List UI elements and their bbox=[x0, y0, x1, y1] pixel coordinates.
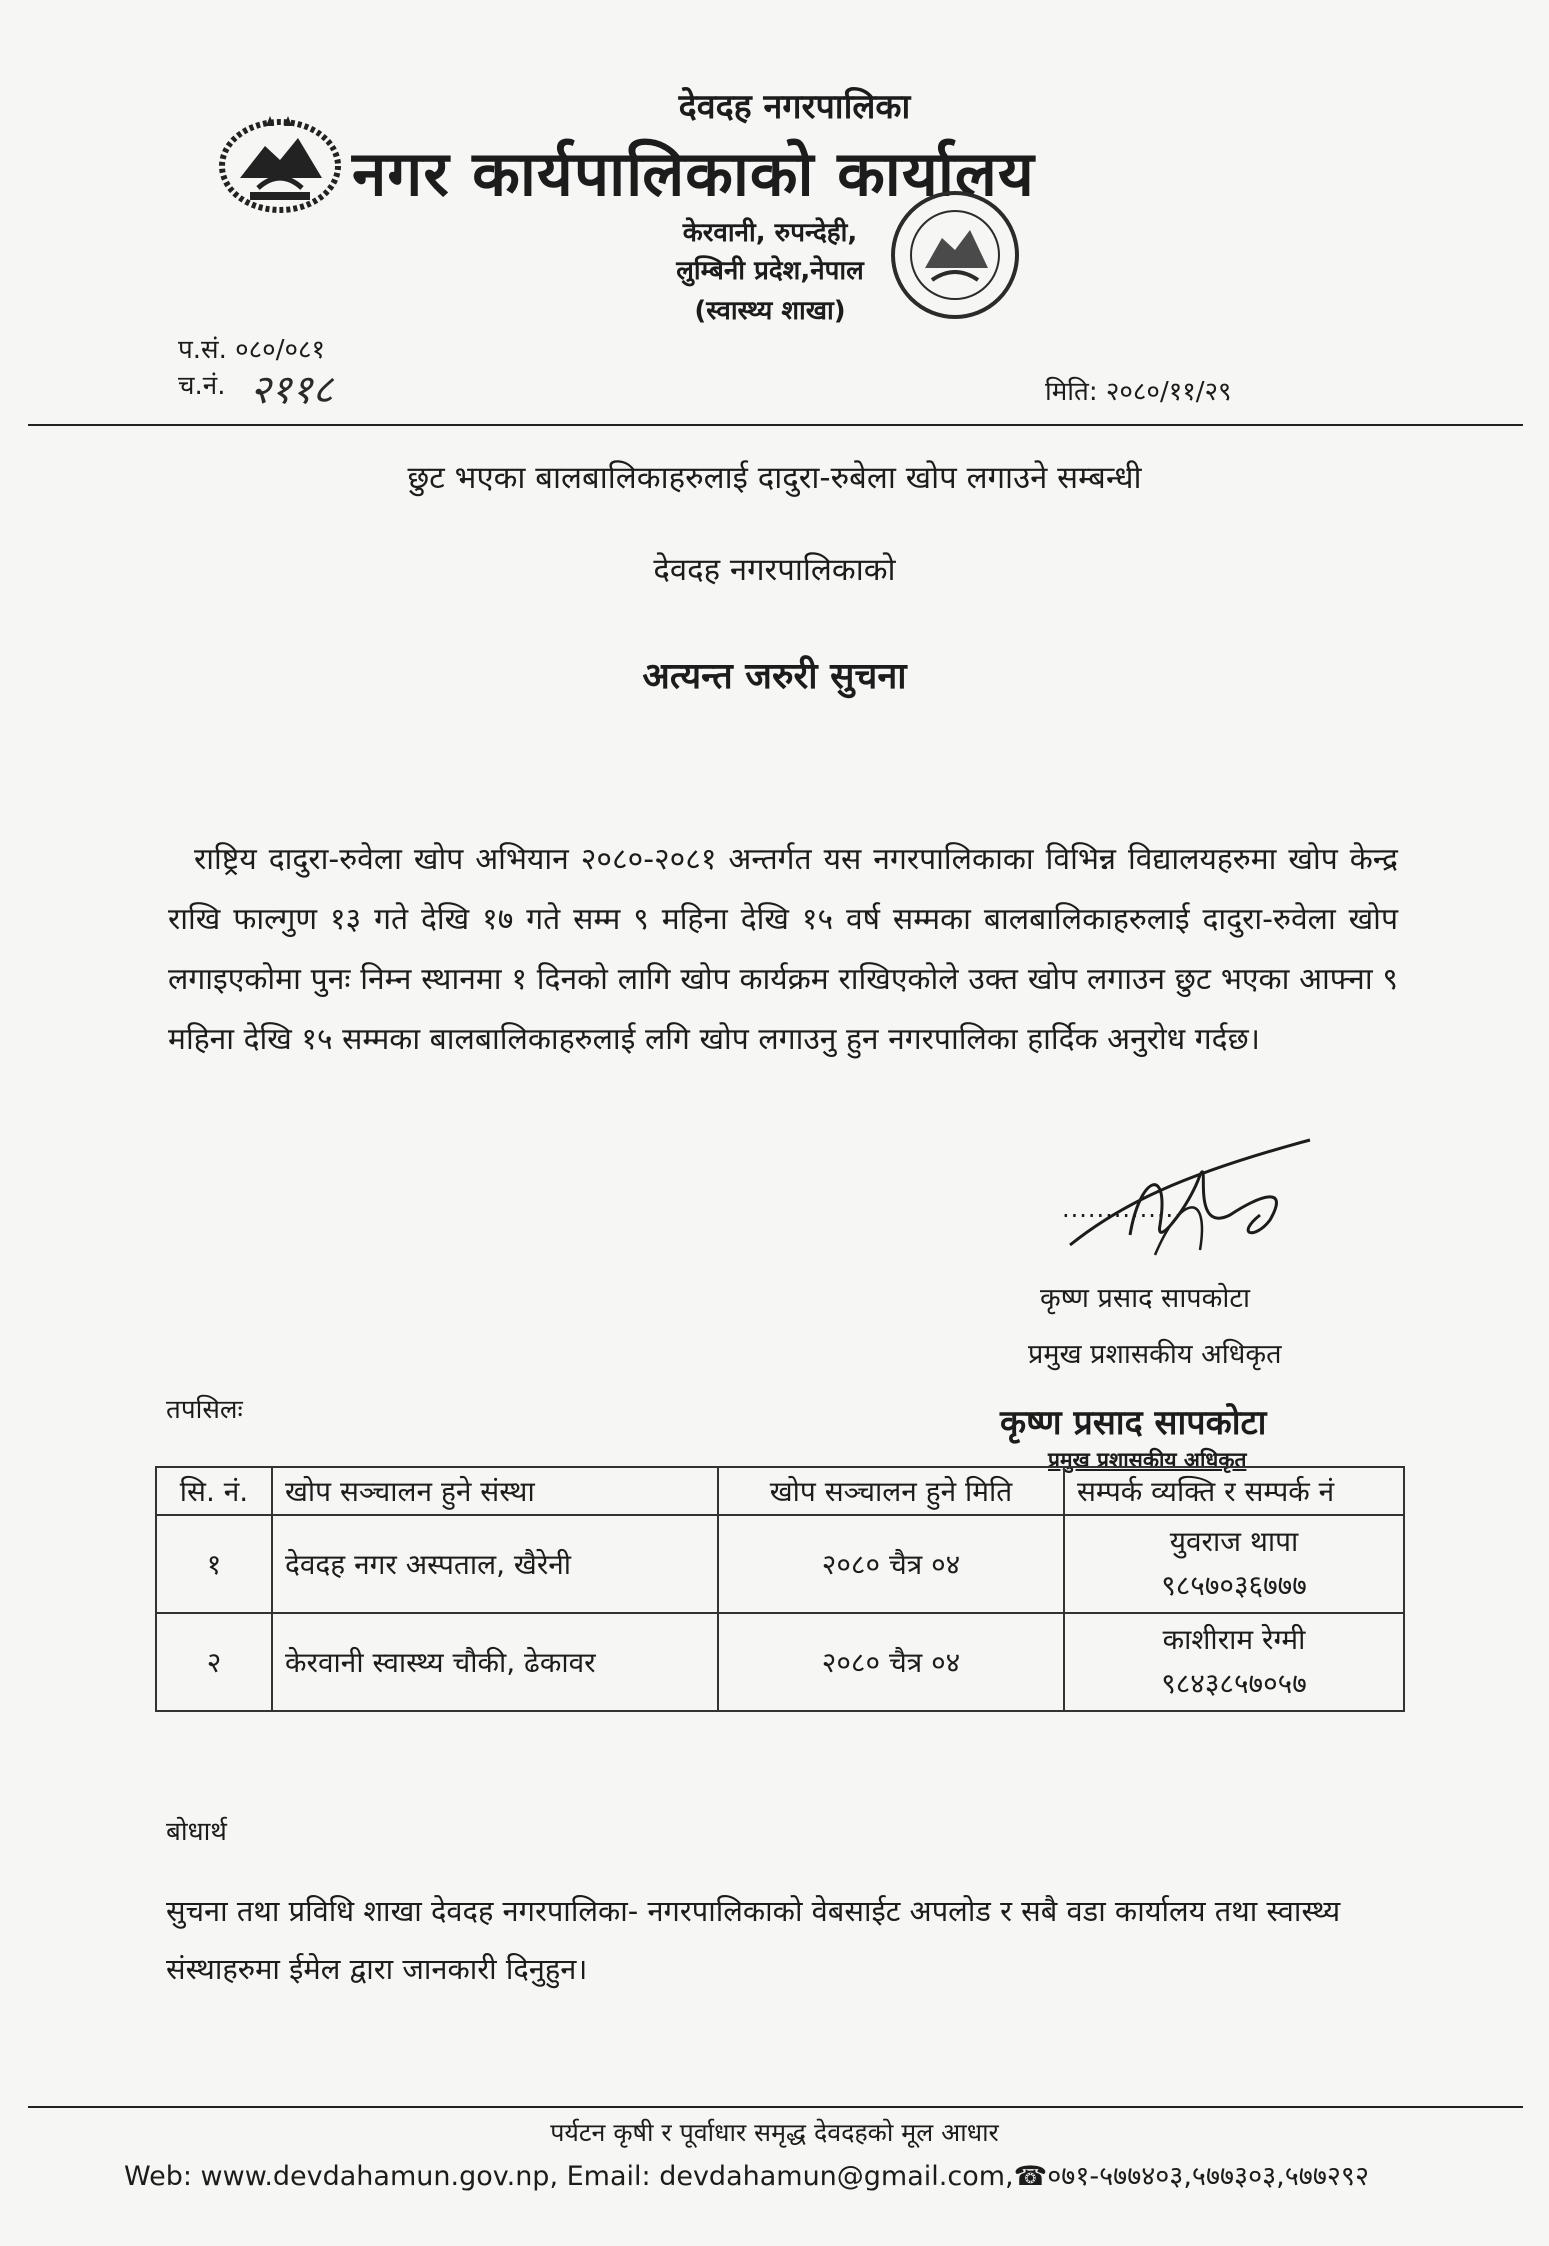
letter-date: मिति: २०८०/११/२९ bbox=[1045, 377, 1232, 407]
municipality-name: देवदह नगरपालिका bbox=[678, 87, 911, 127]
chalan-number-handwritten: २११८ bbox=[250, 367, 334, 413]
address-line-2: लुम्बिनी प्रदेश,नेपाल bbox=[676, 256, 864, 286]
footer-slogan: पर्यटन कृषी र पूर्वाधार समृद्ध देवदहको मूल आधार bbox=[550, 2118, 999, 2147]
vaccination-schedule-table bbox=[155, 1466, 1405, 1712]
row-serial-number: २ bbox=[156, 1613, 272, 1711]
chalan-label: च.नं. bbox=[178, 371, 226, 401]
signatory-title: प्रमुख प्रशासकीय अधिकृत bbox=[1028, 1339, 1282, 1370]
footer-contact-info: Web: www.devdahamun.gov.np, Email: devdahamun@gmail.com,☎०७१-५७७४०३,५७७३०३,५७७२९२ bbox=[124, 2161, 1369, 2192]
subheading: देवदह नगरपालिकाको bbox=[653, 552, 896, 588]
cc-label: बोधार्थ bbox=[166, 1817, 227, 1847]
row-contact bbox=[1064, 1613, 1404, 1711]
details-label: तपसिलः bbox=[166, 1395, 243, 1425]
notice-title: अत्यन्त जरुरी सुचना bbox=[642, 656, 907, 697]
contact-phone: ९८४३८५७०५७ bbox=[1161, 1667, 1307, 1700]
row-institution: देवदह नगर अस्पताल, खैरेनी bbox=[272, 1515, 718, 1613]
row-contact bbox=[1064, 1515, 1404, 1613]
table-row bbox=[156, 1515, 1404, 1613]
name-stamp: कृष्ण प्रसाद सापकोटा bbox=[1000, 1403, 1267, 1443]
table-header-row bbox=[156, 1467, 1404, 1515]
row-institution: केरवानी स्वास्थ्य चौकी, ढेकावर bbox=[272, 1613, 718, 1711]
row-date: २०८० चैत्र ०४ bbox=[718, 1613, 1064, 1711]
contact-person-name: युवराज थापा bbox=[1169, 1525, 1299, 1558]
column-header-contact: सम्पर्क व्यक्ति र सम्पर्क नं bbox=[1064, 1467, 1404, 1515]
address-line-3: (स्वास्थ्य शाखा) bbox=[694, 296, 846, 326]
contact-phone: ९८५७०३६७७७ bbox=[1161, 1569, 1307, 1602]
address-line-1: केरवानी, रुपन्देही, bbox=[682, 218, 858, 248]
name-stamp-title: प्रमुख प्रशासकीय अधिकृत bbox=[1048, 1448, 1247, 1472]
subject-line: छुट भएका बालबालिकाहरुलाई दादुरा-रुबेला खोप लगाउने सम्बन्धी bbox=[407, 460, 1142, 496]
column-header-date: खोप सञ्चालन हुने मिति bbox=[718, 1467, 1064, 1515]
row-serial-number: १ bbox=[156, 1515, 272, 1613]
signatory-name: कृष्ण प्रसाद सापकोटा bbox=[1040, 1283, 1250, 1314]
table-row bbox=[156, 1613, 1404, 1711]
cc-instructions: सुचना तथा प्रविधि शाखा देवदह नगरपालिका- नगरपालिकाको वेबसाईट अपलोड र सबै वडा कार्यालय तथा स्वास्थ्य संस्थाहरुमा ईमेल द्वारा जानकारी दिनुहुन। bbox=[166, 1894, 1341, 1986]
official-seal-stamp bbox=[880, 180, 1030, 330]
signature-line: .............. bbox=[1062, 1195, 1183, 1223]
footer-divider bbox=[28, 2106, 1523, 2108]
row-date: २०८० चैत्र ०४ bbox=[718, 1515, 1064, 1613]
fiscal-year-reference: प.सं. ०८०/०८१ bbox=[178, 335, 326, 365]
column-header-sn: सि. नं. bbox=[156, 1467, 272, 1515]
office-title: नगर कार्यपालिकाको कार्यालय bbox=[352, 137, 1035, 210]
notice-body-paragraph: राष्ट्रिय दादुरा-रुवेला खोप अभियान २०८०-२०८१ अन्तर्गत यस नगरपालिकाका विभिन्न विद्यालयहरुमा खोप केन्द्र राखि फाल्गुण १३ गते देखि १७ गते सम्म ९ महिना देखि १५ वर्ष सम्मका बालबालिकाहरुलाई दादुरा-रुवेला खोप लगाइएकोमा पुनः निम्न स्थानमा १ दिनको लागि खोप कार्यक्रम राखिएकोले उक्त खोप लगाउन छुट भएका आफ्ना ९ महिना देखि १५ सम्मका बालबालिकाहरुलाई लगि खोप लगाउनु हुन नगरपालिका हार्दिक अनुरोध गर्दछ। bbox=[168, 842, 1398, 1057]
contact-person-name: काशीराम रेग्मी bbox=[1162, 1623, 1306, 1656]
header-divider bbox=[28, 424, 1523, 426]
column-header-institution: खोप सञ्चालन हुने संस्था bbox=[272, 1467, 718, 1515]
